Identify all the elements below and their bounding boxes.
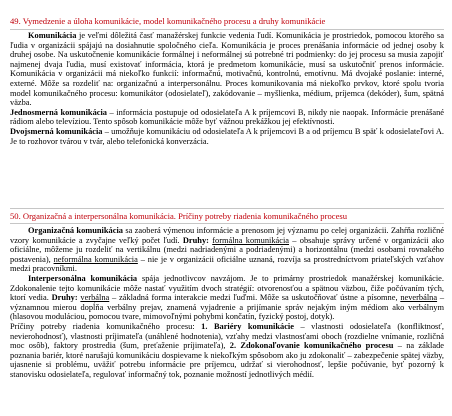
section-49-heading: 49. Vymedzenie a úloha komunikácie, model komunikačného procesu a druhy komunikácie (10, 16, 326, 26)
paragraph-text: – obsahuje správy určené v organizácii ako oficiálne, môžeme ju rozdeliť na vertikálnu (medzi nadriadenými a podriadenými) a horizontálnu (medzi osobami rovnakého postavenia), (10, 235, 444, 264)
term-komunikacia: Komunikácia (28, 31, 77, 40)
paragraph-two-way (10, 127, 444, 146)
paragraph-text: – nie je v organizácii oficiálne uznaná, rozvíja sa prostredníctvom priateľských vzťahov medzi pracovníkmi. (10, 254, 444, 274)
term-bariery: 1. Bariéry komunikácie (201, 321, 294, 331)
term-verbalna: verbálna (80, 293, 110, 303)
term-organizacna: Organizačná komunikácia (28, 226, 123, 235)
paragraph-communication (10, 31, 444, 108)
druhy-label: Druhy: (51, 293, 78, 303)
term-zdokonalovanie: 2. Zdokonaľovanie komunikačného procesu (229, 341, 394, 351)
paragraph-interpersonal (10, 274, 444, 322)
paragraph-text: – základná forma interakcie medzi ľuďmi. Môže sa uskutočňovať ústne a písomne, (109, 293, 401, 303)
term-interpersonalna: Interpersonálna komunikácia (28, 273, 138, 283)
paragraph-text: sa zaoberá výmenou informácie a prenosom jej významu po celej organizácii. Zahŕňa rozličné vzory komunikácie a zvyčajne veľký počet ľudí. (10, 226, 444, 245)
term-formalna: formálna komunikácia (212, 235, 290, 245)
druhy-label: Druhy: (182, 235, 209, 245)
section-50-heading: 50. Organizačná a interpersonálna komunikácia. Príčiny potreby riadenia komunikačného procesu (10, 211, 348, 221)
section-49-divider (10, 29, 444, 30)
section-50-top-divider (10, 208, 444, 209)
section-50 (10, 210, 444, 222)
paragraph-text: spája jednotlivcov navzájom. Je to primárny prostriedok manažérskej komunikácie. Zdokonalenie tejto komunikácie môže nastať využitím dvoch stratégií: otvorenosťou a spätnou väzbou, čiže počúvaním tých, ktorí vedia. (10, 273, 444, 303)
paragraph-text: je veľmi dôležitá časť manažérskej funkcie vedenia ľudí. Komunikácia je prostriedok, pomocou ktorého sa ľudia v organizácii spájajú na dosiahnutie spoločného cieľa. Komunikácia je proces prenášania informácie od jednej osoby k druhej osobe. Na uskutočnenie komunikácie formálnej i neformálnej sú potrebné tri podmienky: do jej procesu sa musia zapojiť najmenej dvaja ľudia, musí existovať informácia, ktorá je predmetom komunikácie, musí sa uskutočniť prenos informácie. Komunikácia v organizácii má niekoľko funkcií: informačnú, motivačnú, kontrolnú, emotívnu. Má dvojaké poslanie: interné, externé. Môže sa rozdeliť na: organizačnú a interpersonálnu. Proces komunikovania má niekoľko prvkov, ktoré spolu tvoria model komunikačného procesu: komunikátor (odosielateľ), zakódovanie – myšlienka, médium, príjemca (dekóder), šum, spätná väzba. (10, 31, 444, 108)
paragraph-text: Príčiny potreby riadenia komunikačného procesu: (10, 321, 202, 331)
section-49-body (10, 31, 444, 146)
paragraph-text: – na základe poznania bariér, ktoré narušajú komunikáciu dospievame k niekoľkým spôsobom ako ju zdokonaliť – zabezpečenie spätej väzby, ujasnenie si problému, uväžiť potrebu informácie pre príjemcu, udržať si vierohodnosť, lepšie počúvanie, byť pozorný k stanovisku odosielateľa, regulovať informačný tok, poznanie možností jednotlivých médií. (10, 341, 445, 379)
paragraph-causes (10, 322, 444, 380)
section-49 (10, 15, 444, 27)
term-neverbalna: neverbálna (400, 293, 438, 303)
term-dvojsmerna: Dvojsmerná komunikácia (10, 126, 103, 136)
section-50-body (10, 226, 444, 380)
paragraph-organizational (10, 226, 444, 274)
paragraph-text: – významnou mierou dopĺňa verbálny prejav, znamená vyjadrenie a prijímanie správ nejakým iným médiom ako verbálnym (hlasovou moduláciou, pomocou tvare, mimovoľnými pohybmi končatín, fyzický postoj, dotyk). (10, 293, 445, 322)
paragraph-text: – umožňuje komunikáciu od odosielateľa A k príjemcovi B a od príjemcu B späť k odosielateľovi A. Je to rozhovor tvárou v tvár, alebo telefonická konverzácia. (10, 126, 444, 146)
paragraph-one-way (10, 108, 444, 127)
paragraph-text: – vlastnosti odosielateľa (konfliktnosť, nevierohodnosť), vlastnosti príjimateľa (unáhlené hodnotenia), vzťahy medzi vlastnosťami oboch (rozdielne vnímanie, rozličná moc osôb), faktory prostredia (šum, preťaženie príjimateľa), (10, 321, 444, 351)
term-jednosmerna: Jednosmerná komunikácia (10, 107, 107, 117)
term-neformalna: neformálna komunikácia (53, 254, 138, 264)
section-50-divider (10, 223, 444, 224)
paragraph-text: – informácia postupuje od odosielateľa A k príjemcovi B, nikdy nie naopak. Informácie prenášané rádiom alebo televíziou. Tento spôsob komunikácie môže byť vážnou prekážkou jej efektívnosti. (10, 107, 444, 127)
